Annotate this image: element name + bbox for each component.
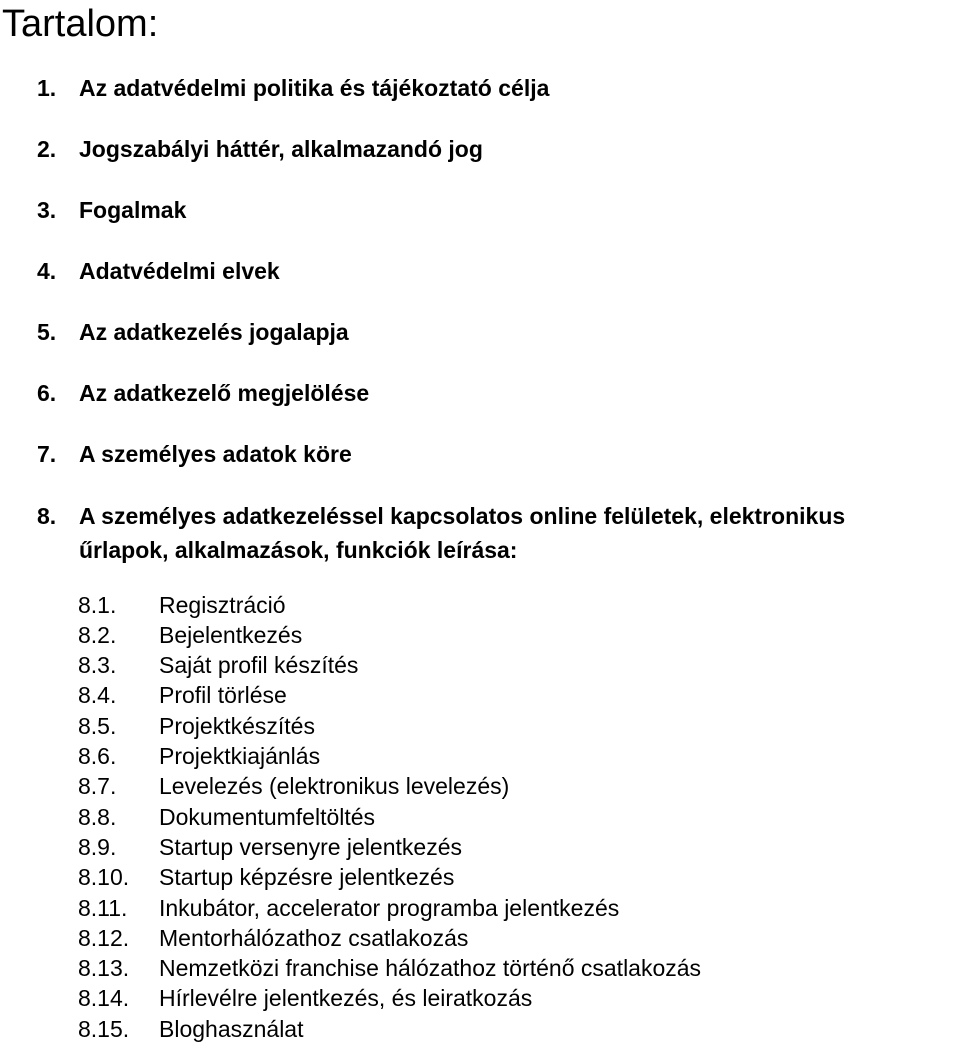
toc-item-number: 5. — [37, 319, 57, 345]
toc-subitem-text: Startup versenyre jelentkezés — [159, 834, 462, 860]
toc-subitem-text: Profil törlése — [159, 682, 287, 708]
toc-item-number: 1. — [37, 75, 57, 101]
toc-subitem-8-2 — [0, 620, 960, 650]
toc-subitem-text: Projektkészítés — [159, 713, 315, 739]
toc-subitem-text: Bloghasználat — [159, 1016, 304, 1042]
toc-subitem-number: 8.14. — [78, 985, 130, 1011]
toc-item-number: 2. — [37, 136, 57, 162]
toc-item-number: 8. — [37, 503, 57, 529]
toc-subitem-number: 8.13. — [78, 955, 130, 981]
toc-item-number: 6. — [37, 380, 57, 406]
toc-subitem-number: 8.15. — [78, 1016, 130, 1042]
toc-item-text-continued: űrlapok, alkalmazások, funkciók leírása: — [79, 537, 518, 563]
toc-subitem-number: 8.4. — [78, 682, 117, 708]
toc-subitem-text: Bejelentkezés — [159, 622, 303, 648]
toc-subitem-text: Hírlevélre jelentkezés, és leiratkozás — [159, 985, 533, 1011]
toc-subitem-8-1 — [0, 590, 960, 620]
toc-item-text: A személyes adatok köre — [79, 441, 352, 467]
toc-subitem-number: 8.1. — [78, 592, 117, 618]
toc-subitem-8-5 — [0, 711, 960, 741]
toc-item-number: 4. — [37, 258, 57, 284]
toc-item-text: Jogszabályi háttér, alkalmazandó jog — [79, 136, 483, 162]
toc-subitem-number: 8.11. — [78, 895, 128, 921]
toc-subitem-number: 8.6. — [78, 743, 117, 769]
toc-subitem-text: Nemzetközi franchise hálózathoz történő csatlakozás — [159, 955, 702, 981]
toc-subitem-8-14 — [0, 983, 960, 1013]
toc-subitem-8-15 — [0, 1014, 960, 1044]
toc-subitem-number: 8.10. — [78, 864, 130, 890]
toc-subitem-text: Startup képzésre jelentkezés — [159, 864, 455, 890]
toc-item-text: Az adatvédelmi politika és tájékoztató célja — [79, 75, 550, 101]
toc-subitem-8-11 — [0, 893, 960, 923]
toc-subitem-text: Inkubátor, accelerator programba jelentkezés — [159, 895, 620, 921]
toc-subitem-number: 8.9. — [78, 834, 117, 860]
toc-subitem-8-6 — [0, 741, 960, 771]
toc-item-text: Adatvédelmi elvek — [79, 258, 280, 284]
toc-subitem-8-13 — [0, 953, 960, 983]
toc-subitem-text: Projektkiajánlás — [159, 743, 321, 769]
toc-item-text: Az adatkezelés jogalapja — [79, 319, 349, 345]
toc-subitem-text: Regisztráció — [159, 592, 286, 618]
toc-item-text: A személyes adatkezeléssel kapcsolatos online felületek, elektronikus — [79, 503, 846, 529]
toc-subitem-8-12 — [0, 923, 960, 953]
toc-subitem-number: 8.7. — [78, 773, 117, 799]
page-title: Tartalom: — [2, 3, 159, 45]
toc-subitem-number: 8.12. — [78, 925, 130, 951]
toc-subitem-number: 8.5. — [78, 713, 117, 739]
toc-subitem-text: Dokumentumfeltöltés — [159, 804, 376, 830]
toc-subitem-8-7 — [0, 771, 960, 801]
toc-item-number: 3. — [37, 197, 57, 223]
toc-subitem-number: 8.3. — [78, 652, 117, 678]
toc-item-text: Fogalmak — [79, 197, 187, 223]
toc-item-text: Az adatkezelő megjelölése — [79, 380, 370, 406]
toc-subitem-text: Levelezés (elektronikus levelezés) — [159, 773, 510, 799]
toc-subitem-number: 8.2. — [78, 622, 117, 648]
toc-subitem-8-10 — [0, 862, 960, 892]
toc-subitem-number: 8.8. — [78, 804, 117, 830]
toc-item-number: 7. — [37, 441, 57, 467]
toc-subitem-text: Saját profil készítés — [159, 652, 359, 678]
toc-subitem-text: Mentorhálózathoz csatlakozás — [159, 925, 469, 951]
toc-subitem-8-9 — [0, 832, 960, 862]
toc-subitem-8-4 — [0, 680, 960, 710]
toc-subitem-8-8 — [0, 802, 960, 832]
toc-subitem-8-3 — [0, 650, 960, 680]
